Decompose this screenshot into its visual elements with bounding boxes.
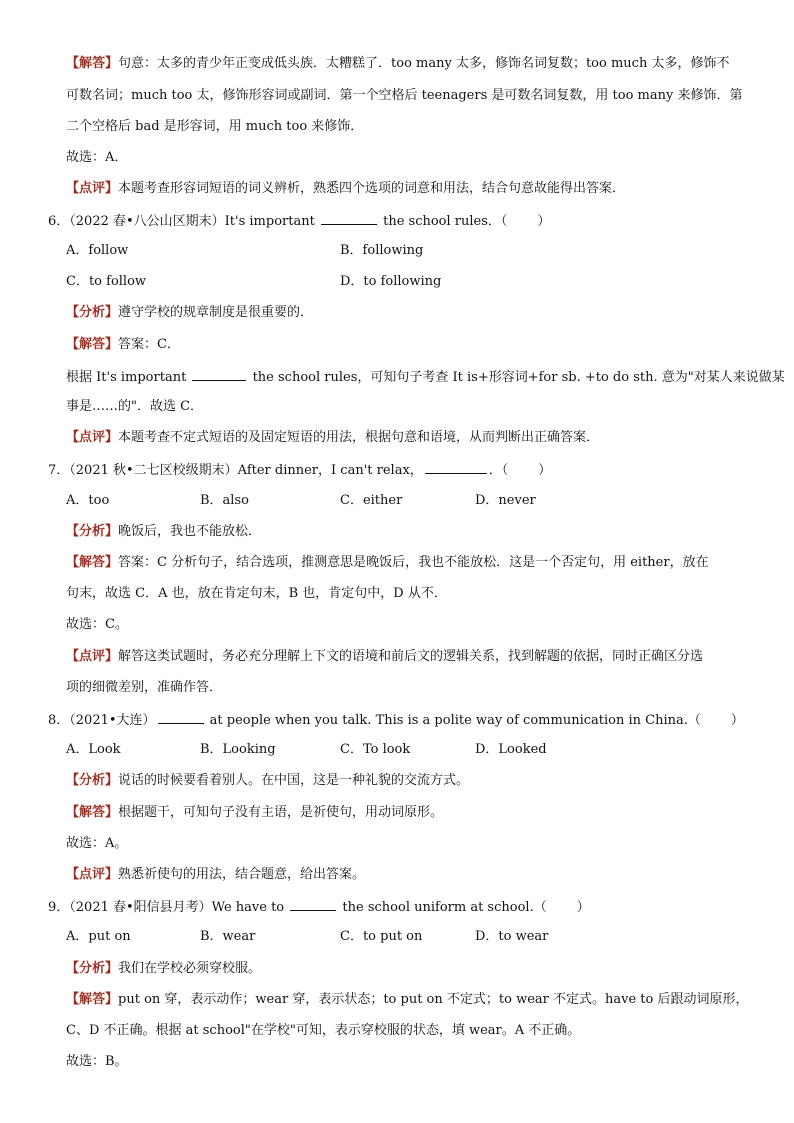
q7-answer-line-1: 【解答】答案：C 分析句子，结合选项，推测意思是晚饭后，我也不能放松．这是一个否定句，用 either，放在 — [66, 555, 709, 570]
q6-stem: 6．（2022 春•八公山区期末）It's important the school rules．（ ） — [48, 210, 550, 232]
q7-choose: 故选：C。 — [66, 617, 128, 632]
q7-option-c: C．either — [340, 493, 403, 508]
q9-option-c: C．to put on — [340, 929, 423, 944]
q7-comment-line-2: 项的细微差别，准确作答． — [66, 680, 223, 695]
q9-answer-line-1: 【解答】put on 穿，表示动作；wear 穿，表示状态；to put on 不定式；to wear 不定式。have to 后跟动词原形， — [66, 992, 749, 1007]
q9-option-b: B．wear — [200, 929, 256, 944]
q9-stem: 9．（2021 春•阳信县月考）We have to the school uniform at school.（ ） — [48, 896, 590, 918]
q8-choose: 故选：A。 — [66, 836, 128, 851]
answer-tag: 【解答】 — [66, 56, 119, 71]
q6-option-a: A．follow — [66, 243, 129, 258]
q8-option-a: A．Look — [66, 742, 121, 757]
q6-option-d: D．to following — [340, 274, 442, 289]
q7-option-a: A．too — [66, 493, 110, 508]
q9-analysis: 【分析】我们在学校必须穿校服。 — [66, 961, 262, 976]
q8-answer: 【解答】根据题干，可知句子没有主语，是祈使句，用动词原形。 — [66, 805, 444, 820]
answer-blank — [321, 210, 377, 225]
q8-comment: 【点评】熟悉祈使句的用法，结合题意，给出答案。 — [66, 867, 366, 882]
comment-tag: 【点评】 — [66, 181, 119, 196]
q8-option-d: D．Looked — [475, 742, 547, 757]
q5-answer-line-1: 【解答】句意：太多的青少年正变成低头族．太糟糕了．too many 太多，修饰名词复数；too much 太多，修饰不 — [66, 56, 730, 71]
q6-explain-line-2: 事是……的"．故选 C． — [66, 399, 204, 414]
q5-answer-line-3: 二个空格后 bad 是形容词，用 much too 来修饰． — [66, 119, 364, 134]
q9-choose: 故选：B。 — [66, 1054, 128, 1069]
answer-blank — [290, 896, 336, 911]
q8-option-b: B．Looking — [200, 742, 276, 757]
q9-option-a: A．put on — [66, 929, 131, 944]
q8-stem: 8．（2021•大连） at people when you talk. This is a polite way of communication in China.（ ） — [48, 709, 744, 731]
q6-answer: 【解答】答案：C． — [66, 337, 180, 352]
answer-blank — [158, 709, 204, 724]
answer-blank — [192, 366, 246, 381]
q5-answer-line-2: 可数名词；much too 太，修饰形容词或副词．第一个空格后 teenagers 是可数名词复数，用 too many 来修饰．第 — [66, 88, 743, 103]
q6-option-c: C．to follow — [66, 274, 147, 289]
q5-comment: 【点评】本题考查形容词短语的词义辨析，熟悉四个选项的词意和用法，结合句意故能得出答案． — [66, 181, 626, 196]
q6-comment: 【点评】本题考查不定式短语的及固定短语的用法，根据句意和语境，从而判断出正确答案． — [66, 430, 600, 445]
q6-explain-line-1: 根据 It's important the school rules，可知句子考查 It is+形容词+for sb. +to do sth. 意为"对某人来说做某 — [66, 366, 785, 388]
q9-option-d: D．to wear — [475, 929, 549, 944]
q6-option-b: B．following — [340, 243, 424, 258]
q7-stem: 7．（2021 秋•二七区校级期末）After dinner，I can't relax， ．（ ） — [48, 459, 551, 481]
answer-blank — [425, 459, 487, 474]
q7-option-d: D．never — [475, 493, 536, 508]
q7-analysis: 【分析】晚饭后，我也不能放松． — [66, 524, 262, 539]
q8-analysis: 【分析】说话的时候要看着别人。在中国，这是一种礼貌的交流方式。 — [66, 773, 470, 788]
q8-option-c: C．To look — [340, 742, 411, 757]
q5-choose: 故选：A． — [66, 150, 128, 165]
q6-analysis: 【分析】遵守学校的规章制度是很重要的． — [66, 305, 314, 320]
q7-answer-line-2: 句末，故选 C．A 也，放在肯定句末，B 也，肯定句中，D 从不． — [66, 586, 447, 601]
q7-comment-line-1: 【点评】解答这类试题时，务必充分理解上下文的语境和前后文的逻辑关系，找到解题的依据，同时正确区分选 — [66, 649, 704, 664]
q7-option-b: B．also — [200, 493, 249, 508]
q9-answer-line-2: C、D 不正确。根据 at school"在学校"可知，表示穿校服的状态，填 wear。A 不正确。 — [66, 1023, 581, 1038]
